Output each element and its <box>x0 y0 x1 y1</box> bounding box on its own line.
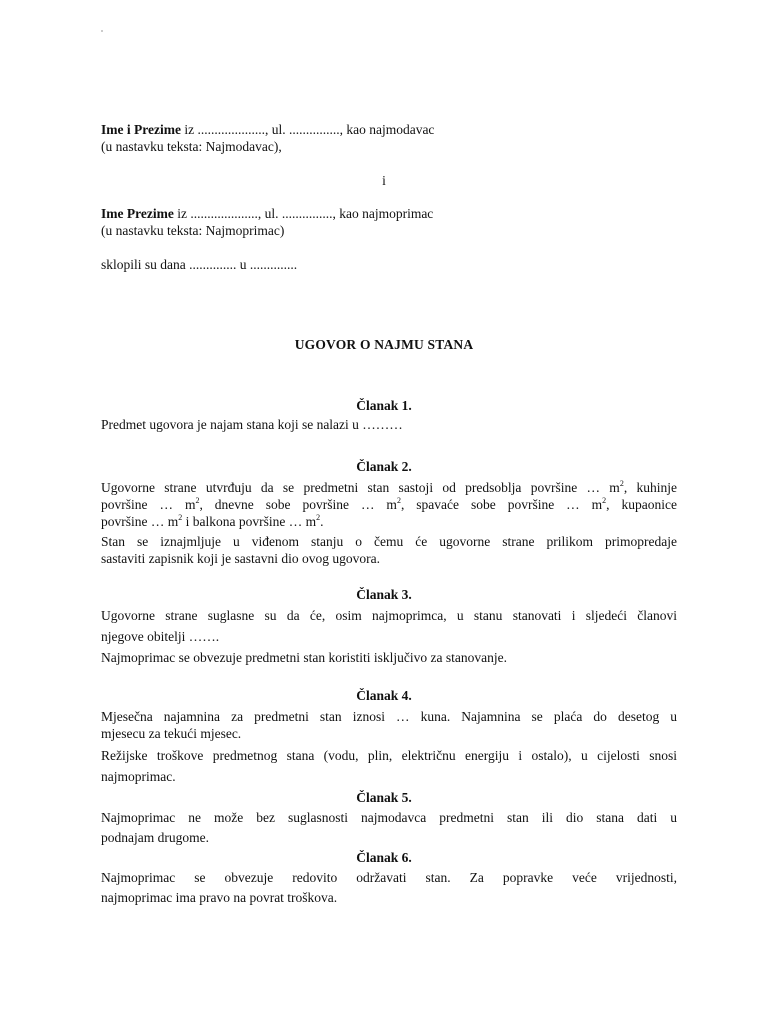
party1-note: (u nastavku teksta: Najmodavac), <box>101 139 282 154</box>
article-2-line-4: Stan se iznajmljuje u viđenom stanju o čemu će ugovorne strane prilikom primopredaje <box>101 534 677 549</box>
article-3-line-1: Ugovorne strane suglasne su da će, osim najmoprimca, u stanu stanovati i sljedeći članovi <box>101 608 677 623</box>
article-4-line-1: Mjesečna najamnina za predmetni stan iznosi … kuna. Najamnina se plaća do desetog u <box>101 709 677 724</box>
article-1-heading: Članak 1. <box>356 398 412 413</box>
article-2-line-3 <box>101 513 323 530</box>
party2-line <box>101 205 433 222</box>
article-2-text-1: Ugovorne strane utvrđuju da se predmetni stan sastoji od predsoblja površine … m <box>101 480 620 495</box>
article-5-line-1: Najmoprimac ne može bez suglasnosti najmodavca predmetni stan ili dio stana dati u <box>101 810 677 825</box>
article-4-heading: Članak 4. <box>356 688 412 703</box>
article-2-line-5: sastaviti zapisnik koji je sastavni dio ovog ugovora. <box>101 551 380 566</box>
article-2-text-7: površine … m <box>101 514 179 529</box>
page-mark <box>101 30 103 32</box>
article-3-heading: Članak 3. <box>356 587 412 602</box>
article-2-text-6: , kupaonice <box>606 497 677 512</box>
article-2-heading: Članak 2. <box>356 459 412 474</box>
article-2-line-1 <box>101 479 677 497</box>
party1-line-rest: iz ...................., ul. ..............., kao najmodavac <box>180 122 435 137</box>
article-5-heading: Članak 5. <box>356 790 412 805</box>
document-title: UGOVOR O NAJMU STANA <box>294 337 474 352</box>
article-2-text-2: , kuhinje <box>623 480 677 495</box>
party1-name: Ime i Prezime <box>101 122 181 137</box>
article-2-text-3: površine … m <box>101 497 196 512</box>
superscript: 2 <box>602 496 607 505</box>
party1-line <box>101 121 434 138</box>
party2-name: Ime Prezime <box>101 206 174 221</box>
superscript: 2 <box>195 496 200 505</box>
article-6-line-2: najmoprimac ima pravo na povrat troškova. <box>101 890 338 905</box>
superscript: 2 <box>316 513 321 522</box>
article-4-line-4: najmoprimac. <box>101 769 176 784</box>
conjunction: i <box>382 173 386 188</box>
superscript: 2 <box>396 496 401 505</box>
article-6-heading: Članak 6. <box>356 850 412 865</box>
article-1-line-1: Predmet ugovora je najam stana koji se nalazi u ……… <box>101 417 403 432</box>
article-6-line-1: Najmoprimac se obvezuje redovito održavati stan. Za popravke veće vrijednosti, <box>101 870 677 885</box>
party2-line-rest: iz ...................., ul. ..............., kao najmoprimac <box>173 206 434 221</box>
superscript: 2 <box>619 479 624 488</box>
concluded-line: sklopili su dana .............. u .............. <box>101 257 298 272</box>
article-4-line-3: Režijske troškove predmetnog stana (vodu, plin, električnu energiju i ostalo), u cijelosti snosi <box>101 748 677 763</box>
party2-note: (u nastavku teksta: Najmoprimac) <box>101 223 285 238</box>
article-2-text-8: i balkona površine … m <box>182 514 317 529</box>
article-2-text-4: , dnevne sobe površine … m <box>199 497 397 512</box>
superscript: 2 <box>178 513 183 522</box>
article-2-line-2 <box>101 496 677 514</box>
article-5-line-2: podnajam drugome. <box>101 830 209 845</box>
article-3-line-2: njegove obitelji ……. <box>101 629 220 644</box>
article-3-line-3: Najmoprimac se obvezuje predmetni stan koristiti isključivo za stanovanje. <box>101 650 508 665</box>
article-2-text-5: , spavaće sobe površine … m <box>400 497 603 512</box>
article-2-text-9: . <box>320 514 324 529</box>
article-4-line-2: mjesecu za tekući mjesec. <box>101 726 242 741</box>
